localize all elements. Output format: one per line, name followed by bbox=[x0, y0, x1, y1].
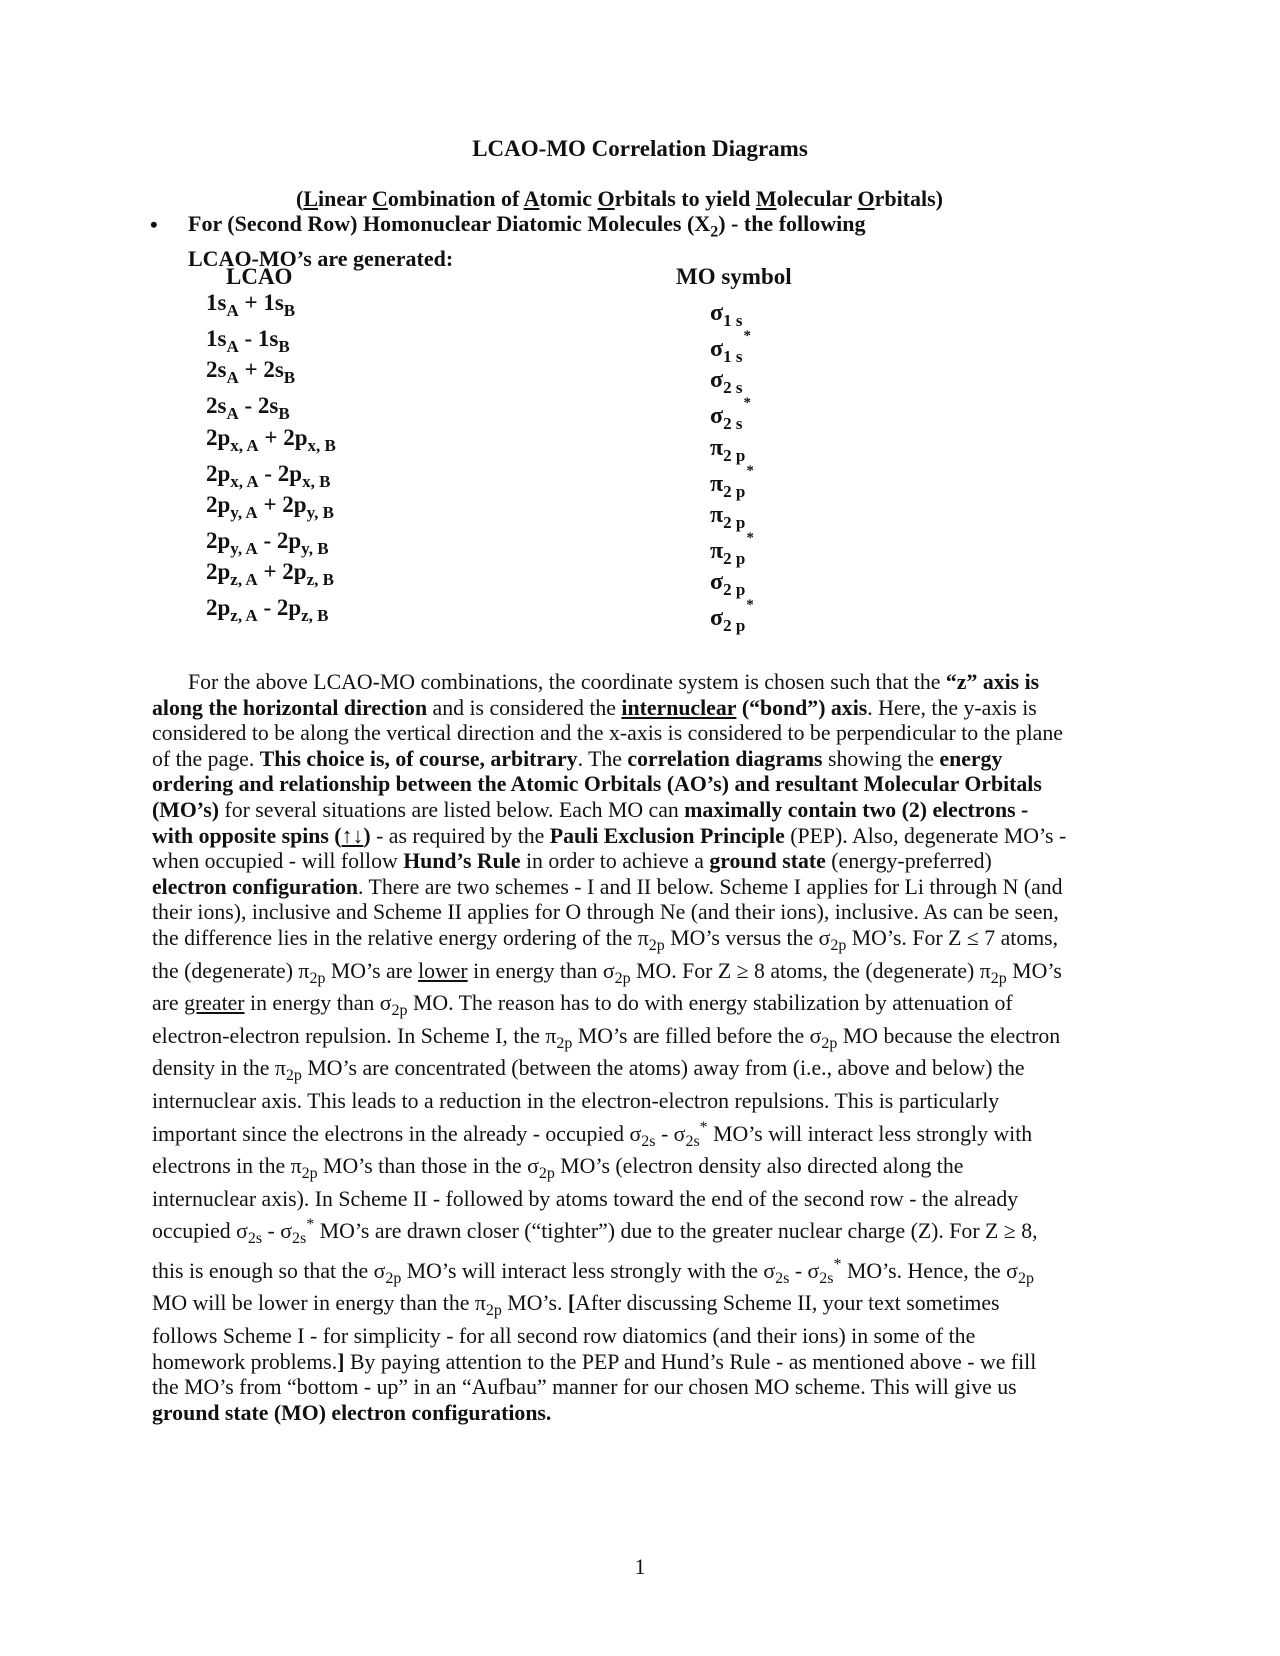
subtitle-letter: O bbox=[857, 186, 875, 211]
orbital-b: + 2p bbox=[257, 492, 307, 517]
orbital-b: - 2p bbox=[258, 461, 303, 486]
subtitle-word-rest: rbitals) bbox=[874, 186, 944, 211]
subscript: 2p bbox=[990, 969, 1007, 987]
orbital-b-subscript: y, B bbox=[301, 539, 329, 558]
antibonding-star: * bbox=[743, 395, 751, 411]
mo-greek-letter: π bbox=[710, 538, 724, 564]
mo-symbol bbox=[710, 359, 743, 398]
subscript: 2s bbox=[819, 1269, 834, 1287]
mo-subscript: 2 s bbox=[723, 378, 743, 397]
page-title: LCAO-MO Correlation Diagrams bbox=[472, 136, 808, 161]
bold-run: ground state bbox=[709, 849, 826, 874]
mo-subscript: 2 p bbox=[723, 482, 746, 501]
subscript: 2p bbox=[285, 1067, 302, 1085]
text-run: MO’s will interact less strongly with the σ bbox=[401, 1258, 776, 1283]
bullet-line2: LCAO-MO’s are generated: bbox=[188, 246, 454, 272]
mo-subscript: 2 p bbox=[723, 446, 746, 465]
subscript: 2p bbox=[556, 1034, 573, 1052]
antibonding-star: * bbox=[743, 328, 751, 344]
spin-arrows: ↑↓ bbox=[341, 823, 364, 848]
text-run: MO’s are concentrated (between the atoms) away from (i.e., above and below) the internuclear axis. This leads to a reduction in the electron-electron repulsions. This is particularly important since the electrons in the already - occupied σ bbox=[152, 1056, 1025, 1146]
orbital-b-subscript: B bbox=[278, 404, 290, 423]
page-number: 1 bbox=[634, 1554, 646, 1579]
orbital-a-subscript: A bbox=[226, 368, 239, 387]
orbital-a: 2p bbox=[206, 425, 231, 450]
text-run: in order to achieve a bbox=[520, 849, 710, 874]
lcao-expression bbox=[206, 290, 295, 321]
subtitle-letter: O bbox=[597, 186, 615, 211]
subtitle-word-rest: tomic bbox=[539, 186, 598, 211]
bold-run: electron configuration bbox=[152, 874, 359, 899]
orbital-a-subscript: y, A bbox=[230, 503, 258, 522]
subtitle-word-rest: rbitals to yield bbox=[614, 186, 756, 211]
text-run: - σ bbox=[262, 1219, 293, 1244]
lcao-expression bbox=[206, 559, 334, 590]
text-run: MO’s are drawn closer (“tighter”) due to the greater nuclear charge (Z). For Z ≥ 8, this is enough so that the σ bbox=[152, 1219, 1038, 1283]
text-run: After discussing Scheme II, your text sometimes follows Scheme I - for simplicity - for all second row diatomics (and their ions) in some of the homework problems. bbox=[152, 1291, 1000, 1374]
bold-run: correlation diagrams bbox=[627, 746, 823, 771]
lcao-expression bbox=[206, 357, 295, 388]
orbital-b-subscript: z, B bbox=[306, 570, 334, 589]
text-run: for several situations are listed below. Each MO can bbox=[218, 797, 685, 822]
text-run: MO’s are bbox=[152, 958, 1062, 1016]
mo-symbol bbox=[710, 561, 746, 600]
text-run: (PEP). Also, degenerate MO’s - when occupied - will follow bbox=[152, 823, 1067, 874]
orbital-a: 2p bbox=[206, 492, 231, 517]
bold-run: ) bbox=[363, 823, 371, 848]
orbital-b-subscript: x, B bbox=[302, 472, 331, 491]
subtitle-word-rest: inear bbox=[318, 186, 372, 211]
orbital-a-subscript: z, A bbox=[230, 570, 258, 589]
text-run: MO’s. For Z ≤ 7 atoms, the (degenerate) π bbox=[152, 925, 1059, 983]
text-run: MO’s versus the σ bbox=[664, 925, 831, 950]
text-run: MO because the electron density in the π bbox=[152, 1023, 1061, 1081]
mo-symbol-column-header: MO symbol bbox=[676, 264, 792, 289]
mo-symbol bbox=[710, 597, 754, 636]
antibonding-star: * bbox=[746, 530, 754, 546]
mo-symbol bbox=[710, 292, 743, 331]
antibonding-star: * bbox=[746, 597, 754, 613]
subscript: 2p bbox=[309, 969, 326, 987]
orbital-a-subscript: A bbox=[226, 337, 239, 356]
bold-run: [ bbox=[567, 1291, 576, 1316]
mo-subscript: 2 p bbox=[723, 616, 746, 635]
underline-run: greater bbox=[184, 991, 245, 1016]
bold-run: Pauli Exclusion Principle bbox=[549, 823, 785, 848]
text-run: For the above LCAO-MO combinations, the coordinate system is chosen such that the bbox=[188, 670, 946, 694]
subscript: 2p bbox=[830, 936, 847, 954]
page-subtitle bbox=[296, 186, 943, 212]
text-run: MO’s. Hence, the σ bbox=[841, 1258, 1018, 1283]
orbital-a-subscript: y, A bbox=[230, 539, 258, 558]
superscript: * bbox=[833, 1255, 842, 1273]
text-run: MO’s are bbox=[325, 958, 419, 983]
orbital-a-subscript: x, A bbox=[230, 436, 259, 455]
text-run: - σ bbox=[789, 1258, 820, 1283]
orbital-b: - 1s bbox=[238, 326, 279, 351]
mo-greek-letter: π bbox=[710, 471, 724, 497]
text-run: . The bbox=[577, 746, 628, 771]
subscript: 2p bbox=[614, 969, 631, 987]
bold-underline-run: internuclear bbox=[621, 695, 737, 720]
mo-greek-letter: σ bbox=[710, 336, 724, 362]
orbital-a: 2p bbox=[206, 559, 231, 584]
lcao-expression bbox=[206, 425, 336, 456]
underline-run: lower bbox=[418, 958, 468, 983]
text-run: - as required by the bbox=[370, 823, 550, 848]
orbital-a: 2p bbox=[206, 528, 231, 553]
mo-subscript: 2 s bbox=[723, 414, 743, 433]
orbital-b-subscript: x, B bbox=[307, 436, 336, 455]
orbital-b-subscript: y, B bbox=[306, 503, 335, 522]
text-run: MO’s. bbox=[501, 1291, 568, 1316]
orbital-a: 2s bbox=[206, 357, 227, 382]
subscript: 2s bbox=[292, 1230, 307, 1248]
orbital-b: - 2p bbox=[257, 528, 302, 553]
orbital-b-subscript: B bbox=[278, 337, 290, 356]
mo-greek-letter: π bbox=[710, 435, 724, 461]
orbital-b: + 2p bbox=[258, 425, 308, 450]
subscript: 2p bbox=[1017, 1269, 1034, 1287]
subscript: 2p bbox=[648, 936, 665, 954]
subscript: 2p bbox=[301, 1165, 318, 1183]
orbital-a-subscript: A bbox=[226, 301, 239, 320]
orbital-a: 2p bbox=[206, 595, 231, 620]
text-run: and is considered the bbox=[427, 695, 622, 720]
orbital-b: + 1s bbox=[238, 290, 284, 315]
subtitle-letter: M bbox=[755, 186, 777, 211]
orbital-a-subscript: A bbox=[226, 404, 239, 423]
mo-subscript: 2 p bbox=[723, 549, 746, 568]
subscript: 2p bbox=[391, 1002, 408, 1020]
bold-run: ] bbox=[337, 1349, 345, 1374]
orbital-b-subscript: B bbox=[283, 301, 296, 320]
superscript: * bbox=[306, 1216, 315, 1234]
orbital-b-subscript: B bbox=[283, 368, 296, 387]
text-run: (energy-preferred) bbox=[825, 849, 992, 874]
subtitle-letter: A bbox=[523, 186, 540, 211]
body-paragraph bbox=[152, 670, 1068, 1426]
orbital-b-subscript: z, B bbox=[301, 606, 329, 625]
bold-run: ground state (MO) electron configurations. bbox=[152, 1400, 552, 1425]
text-run: showing the bbox=[822, 746, 940, 771]
mo-subscript: 2 p bbox=[723, 513, 746, 532]
lcao-expression bbox=[206, 461, 330, 492]
text-run: MO. The reason has to do with energy stabilization by attenuation of electron-electron repulsion. In Scheme I, the π bbox=[152, 991, 1013, 1048]
mo-subscript: 1 s bbox=[723, 347, 743, 366]
lcao-column-header: LCAO bbox=[226, 264, 293, 289]
text-run: MO’s (electron density also directed along the internuclear axis). In Scheme II - followed by atoms toward the end of the second row - the already occupied σ bbox=[152, 1154, 1019, 1244]
orbital-a: 2p bbox=[206, 461, 231, 486]
subscript: 2p bbox=[538, 1165, 555, 1183]
orbital-a-subscript: x, A bbox=[230, 472, 259, 491]
text-run: MO’s than those in the σ bbox=[317, 1154, 539, 1179]
text-run: By paying attention to the PEP and Hund’s Rule - as mentioned above - we fill the MO’s from “bottom - up” in an “Aufbau” manner for our chosen MO scheme. This will give us bbox=[152, 1349, 1037, 1400]
text-run: MO’s are filled before the σ bbox=[572, 1023, 822, 1048]
mo-subscript: 2 p bbox=[723, 580, 746, 599]
subtitle-open: ( bbox=[296, 186, 304, 211]
text-run: in energy than σ bbox=[244, 991, 392, 1016]
subtitle-word-rest: ombination of bbox=[387, 186, 524, 211]
bold-run: maximally contain two (2) electrons - with opposite spins ( bbox=[152, 797, 1029, 848]
bold-run: (“bond”) axis bbox=[741, 695, 868, 720]
subscript: 2p bbox=[821, 1034, 838, 1052]
lcao-expression bbox=[206, 326, 290, 357]
mo-symbol bbox=[710, 494, 746, 533]
orbital-a: 1s bbox=[206, 290, 227, 315]
text-run: MO. For Z ≥ 8 atoms, the (degenerate) π bbox=[630, 958, 991, 983]
mo-subscript: 1 s bbox=[723, 311, 743, 330]
text-run: - σ bbox=[655, 1121, 686, 1146]
subscript: 2p bbox=[385, 1269, 402, 1287]
bullet-line1-start: For (Second Row) Homonuclear Diatomic Molecules (X bbox=[188, 211, 711, 236]
superscript: * bbox=[699, 1118, 708, 1136]
orbital-a: 2s bbox=[206, 393, 227, 418]
antibonding-star: * bbox=[746, 463, 754, 479]
subtitle-letter: L bbox=[303, 186, 319, 211]
bullet-marker: • bbox=[150, 212, 158, 237]
lcao-expression bbox=[206, 595, 329, 626]
orbital-b: + 2s bbox=[238, 357, 284, 382]
bold-run: “z” axis is along the horizontal direction bbox=[152, 670, 1040, 720]
text-run: in energy than σ bbox=[467, 958, 615, 983]
mo-greek-letter: σ bbox=[710, 569, 724, 595]
lcao-expression bbox=[206, 528, 329, 559]
mo-symbol bbox=[710, 427, 746, 466]
text-run: . There are two schemes - I and II below. Scheme I applies for Li through N (and their ions), inclusive and Scheme II applies for O through Ne (and their ions), inclusive. As can be seen, the difference lies in the relative energy ordering of the π bbox=[152, 874, 1063, 950]
orbital-a: 1s bbox=[206, 326, 227, 351]
mo-greek-letter: σ bbox=[710, 300, 724, 326]
text-run: . Here, the y-axis is considered to be along the vertical direction and the x-axis is considered to be perpendicular to the plane of the page. bbox=[152, 695, 1063, 771]
orbital-b: - 2p bbox=[257, 595, 302, 620]
mo-greek-letter: π bbox=[710, 502, 724, 528]
bold-run: energy ordering and relationship between the Atomic Orbitals (AO’s) and resultant Molecular Orbitals (MO’s) bbox=[152, 746, 1042, 822]
subscript: 2s bbox=[247, 1230, 263, 1248]
text-run: MO will be lower in energy than the π bbox=[152, 1291, 486, 1316]
orbital-b: + 2p bbox=[257, 559, 307, 584]
orbital-b: - 2s bbox=[238, 393, 279, 418]
bullet-text bbox=[188, 210, 1068, 272]
mo-greek-letter: σ bbox=[710, 403, 724, 429]
lcao-expression bbox=[206, 393, 290, 424]
subtitle-letter: C bbox=[372, 186, 388, 211]
mo-greek-letter: σ bbox=[710, 367, 724, 393]
bullet-line1-sub: 2 bbox=[710, 223, 719, 241]
text-run: MO’s will interact less strongly with electrons in the π bbox=[152, 1121, 1033, 1179]
subtitle-word-rest: olecular bbox=[776, 186, 858, 211]
mo-greek-letter: σ bbox=[710, 605, 724, 631]
subscript: 2p bbox=[485, 1302, 502, 1320]
bold-run: Hund’s Rule bbox=[403, 849, 521, 874]
bullet-line1-end: ) - the following bbox=[718, 211, 866, 236]
subscript: 2s bbox=[641, 1132, 656, 1150]
subscript: 2s bbox=[775, 1269, 790, 1287]
subscript: 2s bbox=[685, 1132, 700, 1150]
orbital-a-subscript: z, A bbox=[230, 606, 258, 625]
lcao-expression bbox=[206, 492, 334, 523]
bold-run: This choice is, of course, arbitrary bbox=[259, 746, 578, 771]
